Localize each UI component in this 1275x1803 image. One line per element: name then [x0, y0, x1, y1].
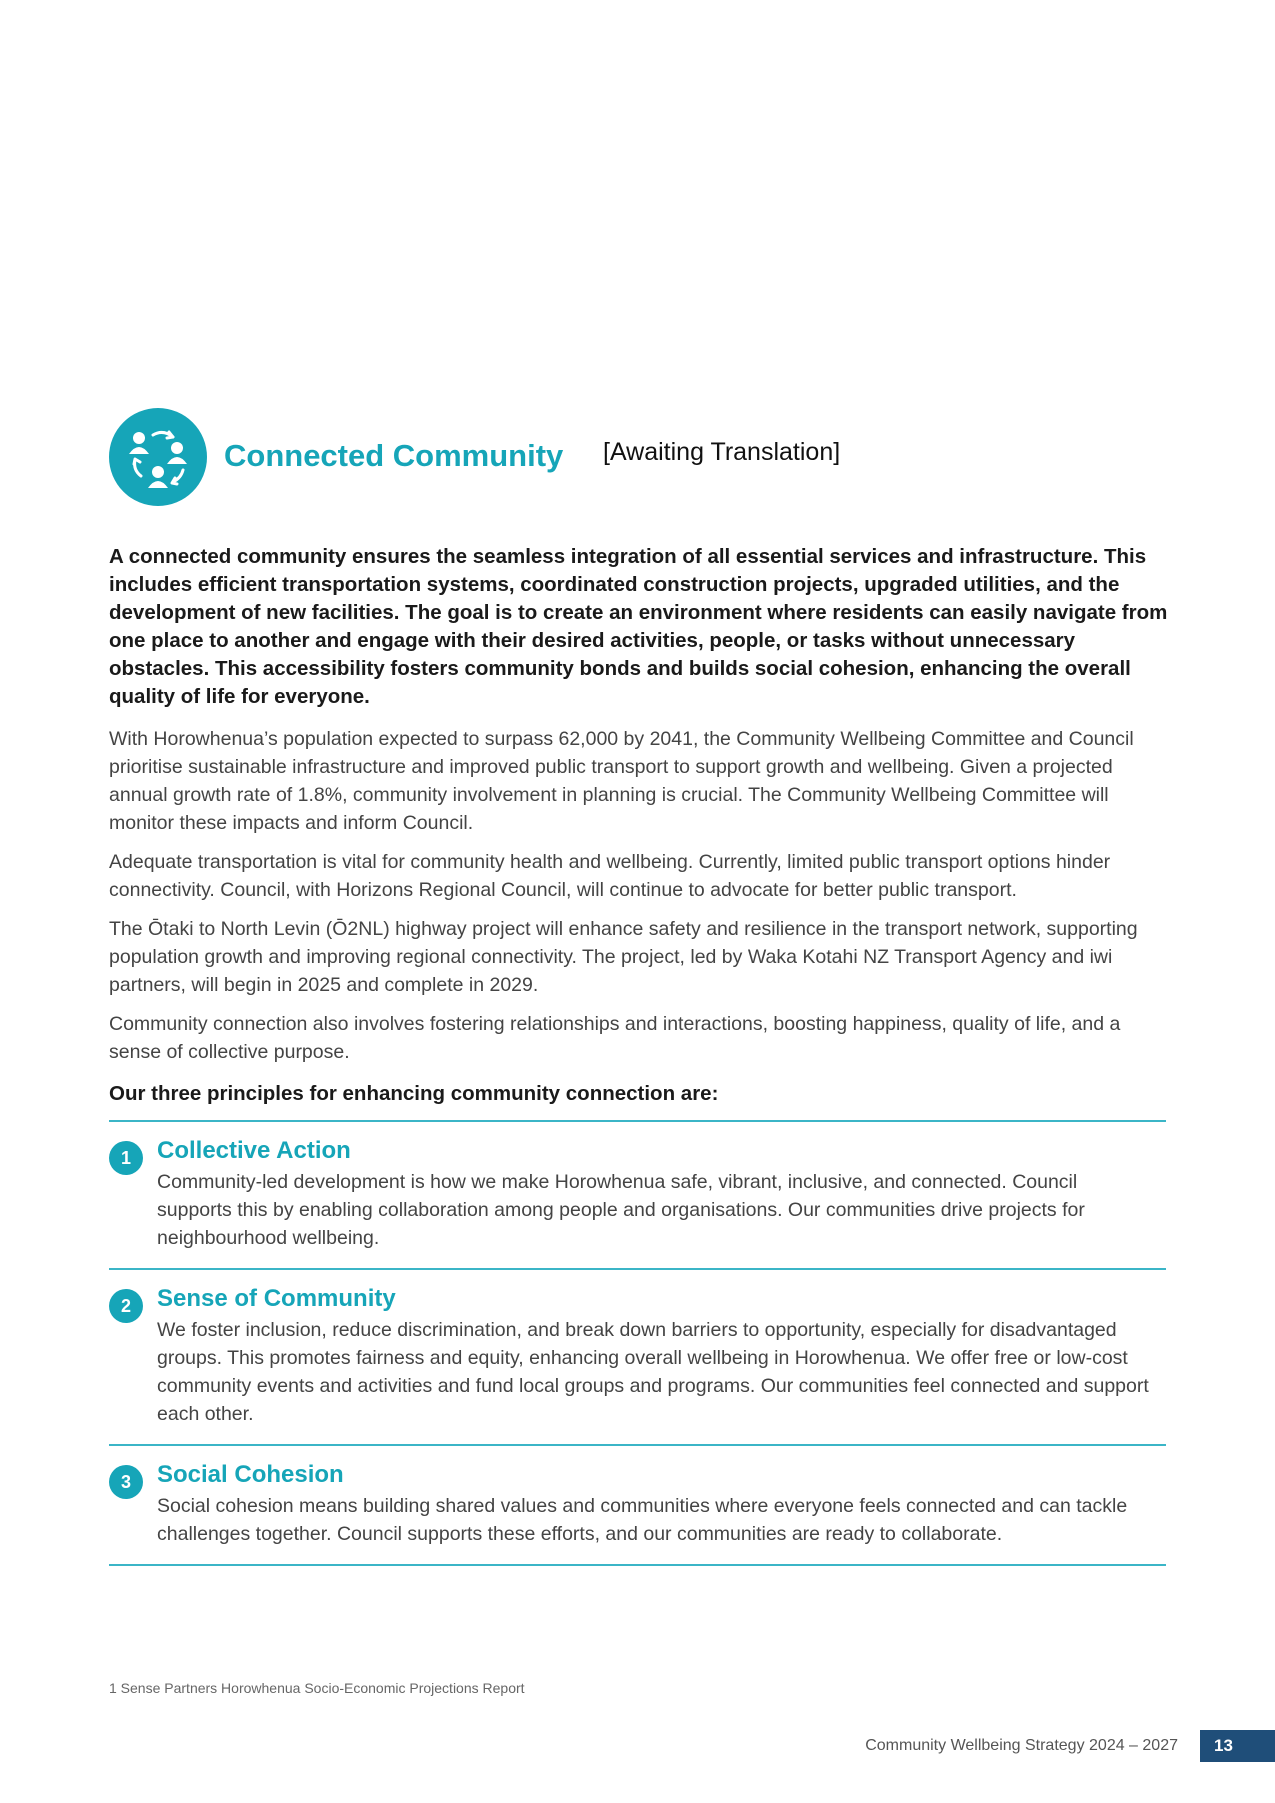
intro-paragraph: A connected community ensures the seamless integration of all essential services and infrastructure. This includes efficient transportation systems, coordinated construction projects, upgraded utilities, and the development of new facilities. The goal is to create an environment where residents can easily navigate from one place to another and engage with their desired activities, people, or tasks without unnecessary obstacles. This accessibility fosters community bonds and builds social cohesion, enhancing the overall quality of life for everyone.: [109, 545, 1168, 708]
principles-heading: Our three principles for enhancing community connection are:: [109, 1082, 719, 1105]
footer-document-title: Community Wellbeing Strategy 2024 – 2027: [865, 1737, 1178, 1754]
connected-community-icon: [109, 408, 207, 506]
divider: [109, 1564, 1166, 1566]
principle-item: [109, 1446, 1169, 1564]
principle-item: [109, 1122, 1169, 1268]
main-content: [109, 543, 1169, 1566]
body-paragraph-connection: Community connection also involves fostering relationships and interactions, boosting happiness, quality of life, and a sense of collective purpose.: [109, 1013, 1121, 1063]
footnote: 1 Sense Partners Horowhenua Socio-Economic Projections Report: [109, 1680, 525, 1696]
principle-body: Social cohesion means building shared values and communities where everyone feels connected and can tackle challenges together. Council supports these efforts, and our communities are ready to collaborate.: [157, 1495, 1128, 1545]
principle-body: Community-led development is how we make Horowhenua safe, vibrant, inclusive, and connected. Council supports this by enabling collaboration among people and organisations. Our communities drive projects for neighbourhood wellbeing.: [157, 1171, 1085, 1249]
principle-title: Sense of Community: [157, 1285, 396, 1312]
principle-item: [109, 1270, 1169, 1444]
body-paragraph-highway: The Ōtaki to North Levin (Ō2NL) highway project will enhance safety and resilience in the transport network, supporting population growth and improving regional connectivity. The project, led by Waka Kotahi NZ Transport Agency and iwi partners, will begin in 2025 and complete in 2029.: [109, 918, 1138, 996]
principle-number-badge: 1: [109, 1141, 143, 1175]
translation-note: [Awaiting Translation]: [603, 438, 841, 466]
principle-body: We foster inclusion, reduce discrimination, and break down barriers to opportunity, especially for disadvantaged groups. This promotes fairness and equity, enhancing overall wellbeing in Horowhenua. We offer free or low-cost community events and activities and fund local groups and programs. Our communities feel connected and support each other.: [157, 1319, 1149, 1425]
principle-number-badge: 2: [109, 1289, 143, 1323]
page-number-badge: 13: [1200, 1730, 1275, 1762]
principle-number-badge: 3: [109, 1465, 143, 1499]
body-paragraph-transportation: Adequate transportation is vital for community health and wellbeing. Currently, limited public transport options hinder connectivity. Council, with Horizons Regional Council, will continue to advocate for better public transport.: [109, 851, 1111, 901]
body-paragraph-population: With Horowhenua’s population expected to surpass 62,000 by 2041, the Community Wellbeing Committee and Council prioritise sustainable infrastructure and improved public transport to support growth and wellbeing. Given a projected annual growth rate of 1.8%, community involvement in planning is crucial. The Community Wellbeing Committee will monitor these impacts and inform Council.: [109, 728, 1134, 834]
principle-title: Social Cohesion: [157, 1461, 344, 1488]
principle-title: Collective Action: [157, 1137, 351, 1164]
section-title: Connected Community: [224, 438, 564, 473]
